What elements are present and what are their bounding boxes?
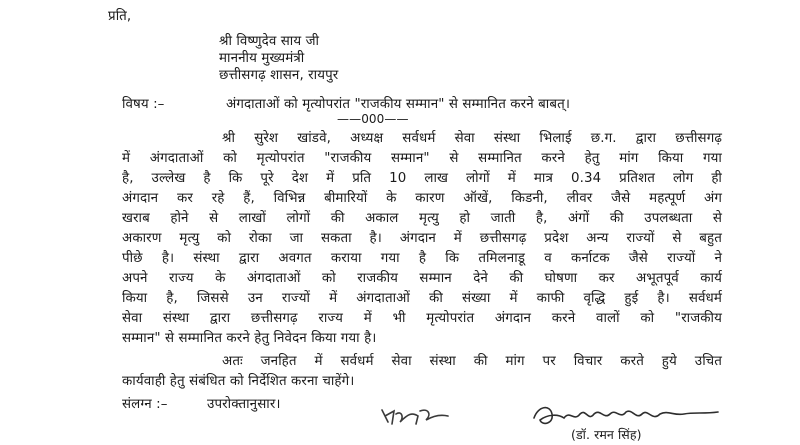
body-line: किया है, जिससे उन राज्यों में अंगदाताओं की संख्या में काफी वृद्धि हुई है। सर्वधर्म bbox=[122, 291, 722, 306]
body-line: खराब होने से लाखों लोगों की अकाल मृत्यु हो जाती है, अंगों की उपलब्धता से bbox=[122, 211, 722, 226]
body-line: में अंगदाताओं को मृत्योपरांत "राजकीय सम्मान" से सम्मानित करने हेतु मांग किया गया bbox=[122, 151, 722, 166]
body-line: श्री सुरेश खांडवे, अध्यक्ष सर्वधर्म सेवा संस्था भिलाई छ.ग. द्वारा छत्तीसगढ़ bbox=[222, 131, 722, 146]
enclosure-label: संलग्न :– bbox=[122, 397, 168, 412]
body-line: अपने राज्य के अंगदाताओं को राजकीय सम्मान देने की घोषणा कर अभूतपूर्व कार्य bbox=[122, 271, 722, 286]
body-line: सम्मान" से सम्मानित करने हेतु निवेदन किया गया है। bbox=[122, 331, 377, 346]
body-line: है, उल्लेख है कि पूरे देश में प्रति 10 लाख लोगों में मात्र 0.34 प्रतिशत लोग ही bbox=[122, 171, 722, 186]
recipient-designation: माननीय मुख्यमंत्री bbox=[219, 51, 305, 66]
recipient-name: श्री विष्णुदेव साय जी bbox=[219, 34, 320, 49]
to-label: प्रति, bbox=[108, 9, 132, 24]
body-line: सेवा संस्था द्वारा छत्तीसगढ़ राज्य में भी मृत्योपरांत अंगदान करने वालों को "राजकीय bbox=[122, 311, 722, 326]
body-line: पीछे है। संस्था द्वारा अवगत कराया गया है कि तमिलनाडू व कर्नाटक जैसे राज्यों ने bbox=[122, 251, 722, 266]
body-line: अंगदान कर रहे हैं, विभिन्न बीमारियों के कारण ऑखें, किडनी, लीवर जैसे महत्पूर्ण अंग bbox=[122, 191, 722, 206]
recipient-office: छत्तीसगढ़ शासन, रायपुर bbox=[219, 68, 339, 83]
signer-name: (डॉ. रमन सिंह) bbox=[571, 427, 642, 442]
separator: ——000—— bbox=[337, 112, 409, 126]
subject-label: विषय :– bbox=[122, 97, 165, 112]
subject-text: अंगदाताओं को मृत्योपरांत "राजकीय सम्मान" से सम्मानित करने बाबत्। bbox=[226, 97, 571, 112]
enclosure-text: उपरोक्तानुसार। bbox=[207, 397, 281, 412]
closing-line: कार्यवाही हेतु संबंधित को निर्देशित करना चाहेंगे। bbox=[122, 374, 355, 389]
closing-line: अतः जनहित में सर्वधर्म सेवा संस्था की मांग पर विचार करते हुये उचित bbox=[222, 354, 722, 369]
initials-signature bbox=[378, 402, 458, 428]
body-line: अकारण मृत्यु को रोका जा सकता है। अंगदान में छत्तीसगढ़ प्रदेश अन्य राज्यों से बहुत bbox=[122, 231, 722, 246]
